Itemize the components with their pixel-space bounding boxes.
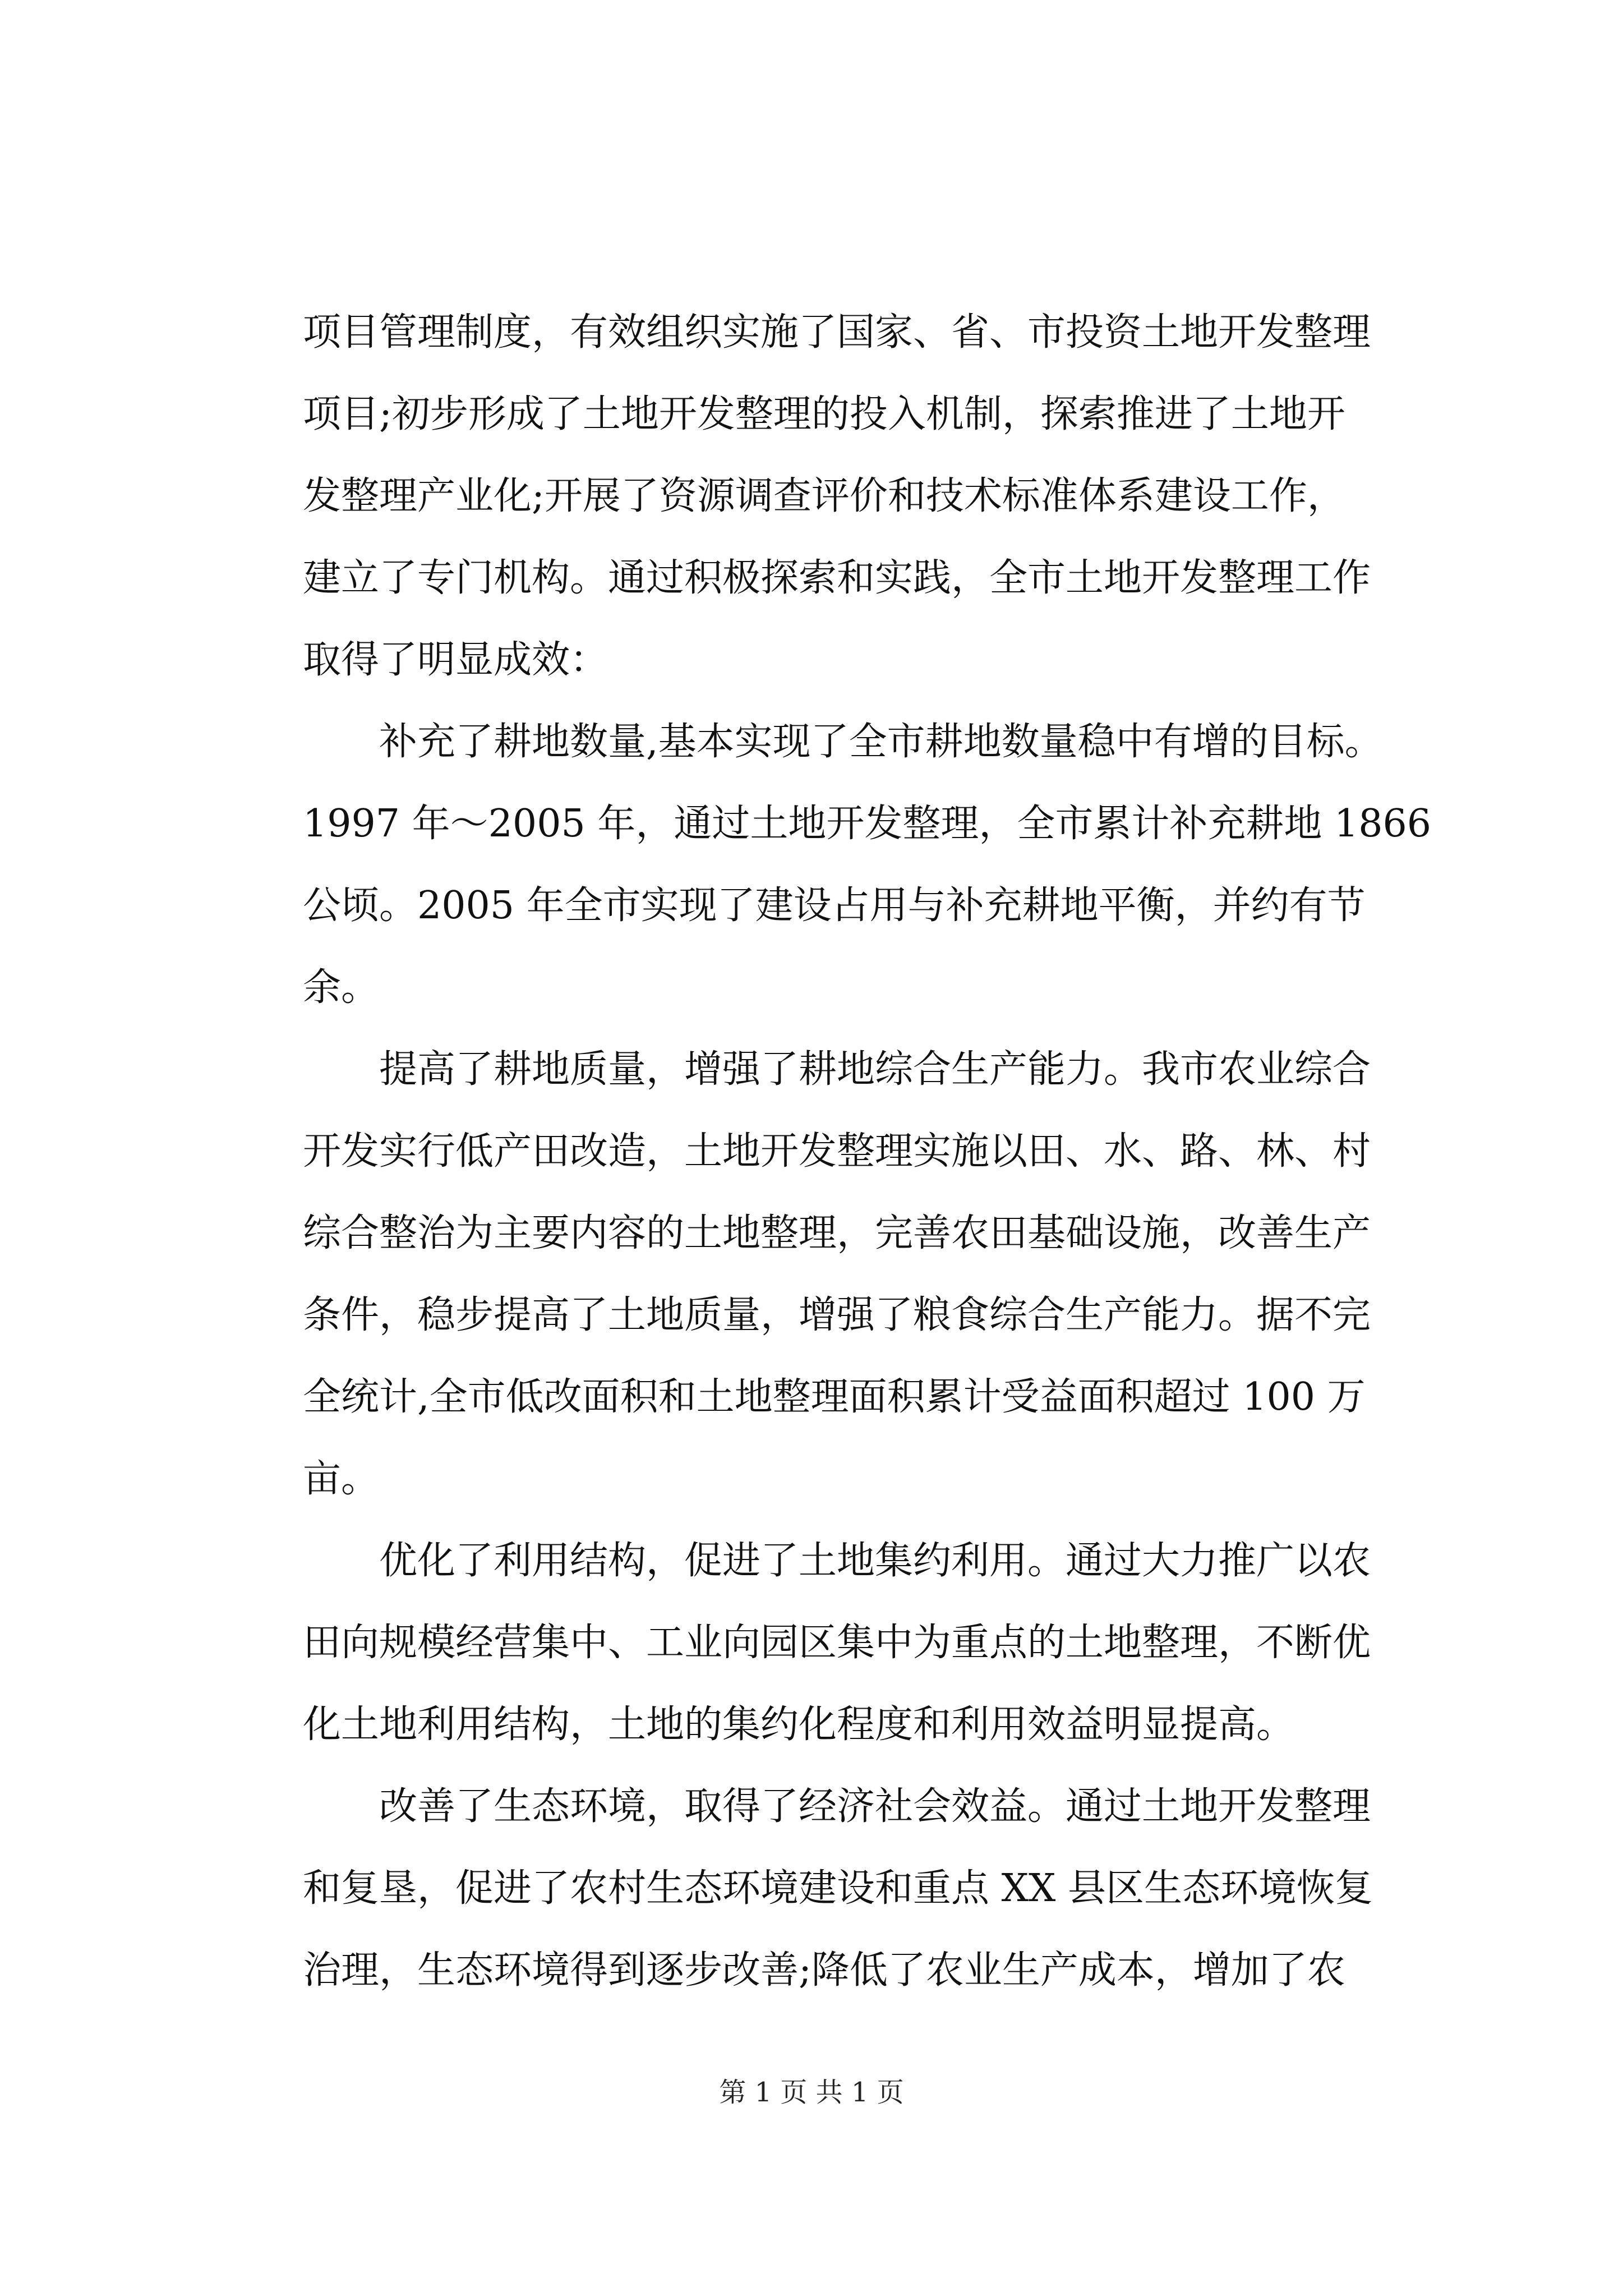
text-line-6: 补充了耕地数量,基本实现了全市耕地数量稳中有增的目标。 [379, 720, 1383, 764]
text-line-19: 改善了生态环境，取得了经济社会效益。通过土地开发整理 [379, 1784, 1371, 1829]
text-line-13: 条件，稳步提高了土地质量，增强了粮食综合生产能力。据不完 [303, 1293, 1371, 1337]
text-line-12: 综合整治为主要内容的土地整理，完善农田基础设施，改善生产 [303, 1211, 1371, 1255]
text-line-7: 1997 年～2005 年，通过土地开发整理，全市累计补充耕地 1866 [303, 802, 1432, 846]
document-body [303, 292, 1432, 2012]
text-line-8: 公顷。2005 年全市实现了建设占用与补充耕地平衡，并约有节 [303, 884, 1366, 928]
text-line-3: 发整理产业化;开展了资源调查评价和技术标准体系建设工作， [303, 474, 1345, 518]
text-line-1: 项目管理制度，有效组织实施了国家、省、市投资土地开发整理 [303, 310, 1371, 355]
page-footer [0, 2076, 1623, 2109]
text-line-4: 建立了专门机构。通过积极探索和实践，全市土地开发整理工作 [303, 556, 1371, 600]
text-line-16: 优化了利用结构，促进了土地集约利用。通过大力推广以农 [379, 1539, 1371, 1583]
text-line-20: 和复垦，促进了农村生态环境建设和重点 XX 县区生态环境恢复 [303, 1866, 1373, 1911]
text-line-17: 田向规模经营集中、工业向园区集中为重点的土地整理，不断优 [303, 1621, 1371, 1665]
text-line-10: 提高了耕地质量，增强了耕地综合生产能力。我市农业综合 [379, 1047, 1371, 1092]
text-line-11: 开发实行低产田改造，土地开发整理实施以田、水、路、林、村 [303, 1129, 1371, 1174]
text-line-18: 化土地利用结构，土地的集约化程度和利用效益明显提高。 [303, 1703, 1295, 1747]
text-line-14: 全统计,全市低改面积和土地整理面积累计受益面积超过 100 万 [303, 1375, 1366, 1419]
text-line-2: 项目;初步形成了土地开发整理的投入机制，探索推进了土地开 [303, 392, 1345, 436]
text-line-9: 余。 [303, 965, 380, 1010]
text-line-21: 治理，生态环境得到逐步改善;降低了农业生产成本，增加了农 [303, 1948, 1345, 1993]
text-line-5: 取得了明显成效： [303, 638, 608, 682]
text-line-15: 亩。 [303, 1457, 380, 1501]
page-number-label: 第 1 页 共 1 页 [719, 2077, 904, 2108]
